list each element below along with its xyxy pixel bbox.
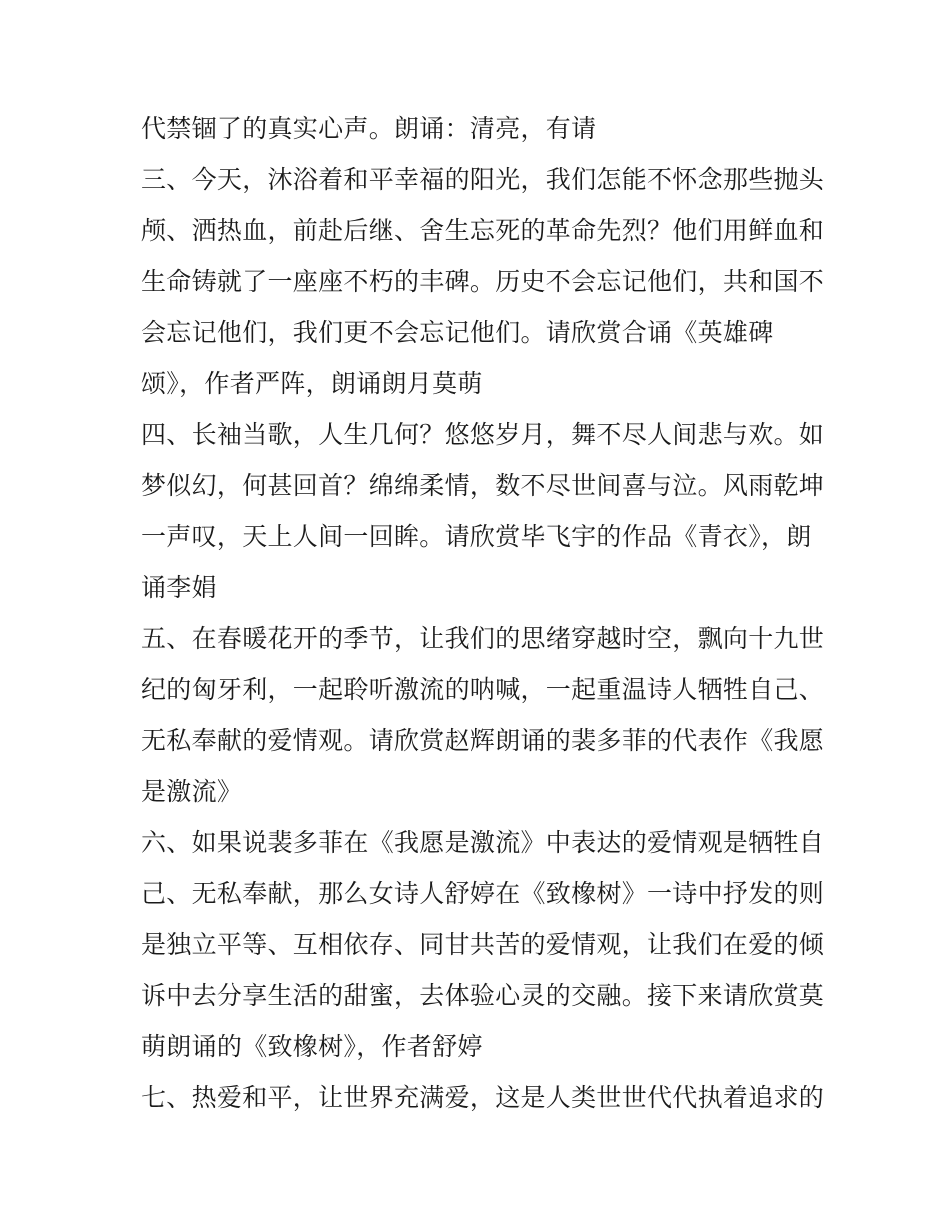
text-line: 四、长袖当歌，人生几何？悠悠岁月，舞不尽人间悲与欢。如 xyxy=(141,420,825,449)
text-line: 颅、洒热血，前赴后继、舍生忘死的革命先烈？他们用鲜血和 xyxy=(141,216,825,245)
text-line: 颂》，作者严阵，朗诵朗月莫萌 xyxy=(141,369,483,398)
text-line: 是激流》 xyxy=(141,777,243,806)
text-line: 诵李娟 xyxy=(141,573,217,602)
text-line: 六、如果说裴多菲在《我愿是激流》中表达的爱情观是牺牲自 xyxy=(141,828,825,857)
text-line: 纪的匈牙利，一起聆听激流的呐喊，一起重温诗人牺牲自己、 xyxy=(141,675,825,704)
text-line: 梦似幻，何甚回首？绵绵柔情，数不尽世间喜与泣。风雨乾坤 xyxy=(141,471,825,500)
text-line: 一声叹，天上人间一回眸。请欣赏毕飞宇的作品《青衣》，朗 xyxy=(141,522,812,551)
text-line: 是独立平等、互相依存、同甘共苦的爱情观，让我们在爱的倾 xyxy=(141,930,825,959)
text-line: 代禁锢了的真实心声。朗诵：清亮，有请 xyxy=(141,114,597,143)
text-line: 萌朗诵的《致橡树》，作者舒婷 xyxy=(141,1032,483,1061)
text-line: 无私奉献的爱情观。请欣赏赵辉朗诵的裴多菲的代表作《我愿 xyxy=(141,726,825,755)
text-line: 七、热爱和平，让世界充满爱，这是人类世世代代执着追求的 xyxy=(141,1083,825,1112)
text-line: 诉中去分享生活的甜蜜，去体验心灵的交融。接下来请欣赏莫 xyxy=(141,981,825,1010)
text-line: 五、在春暖花开的季节，让我们的思绪穿越时空，飘向十九世 xyxy=(141,624,825,653)
text-line: 会忘记他们，我们更不会忘记他们。请欣赏合诵《英雄碑 xyxy=(141,318,774,347)
text-line: 己、无私奉献，那么女诗人舒婷在《致橡树》一诗中抒发的则 xyxy=(141,879,825,908)
text-line: 三、今天，沐浴着和平幸福的阳光，我们怎能不怀念那些抛头 xyxy=(141,165,825,194)
text-line: 生命铸就了一座座不朽的丰碑。历史不会忘记他们，共和国不 xyxy=(141,267,825,296)
